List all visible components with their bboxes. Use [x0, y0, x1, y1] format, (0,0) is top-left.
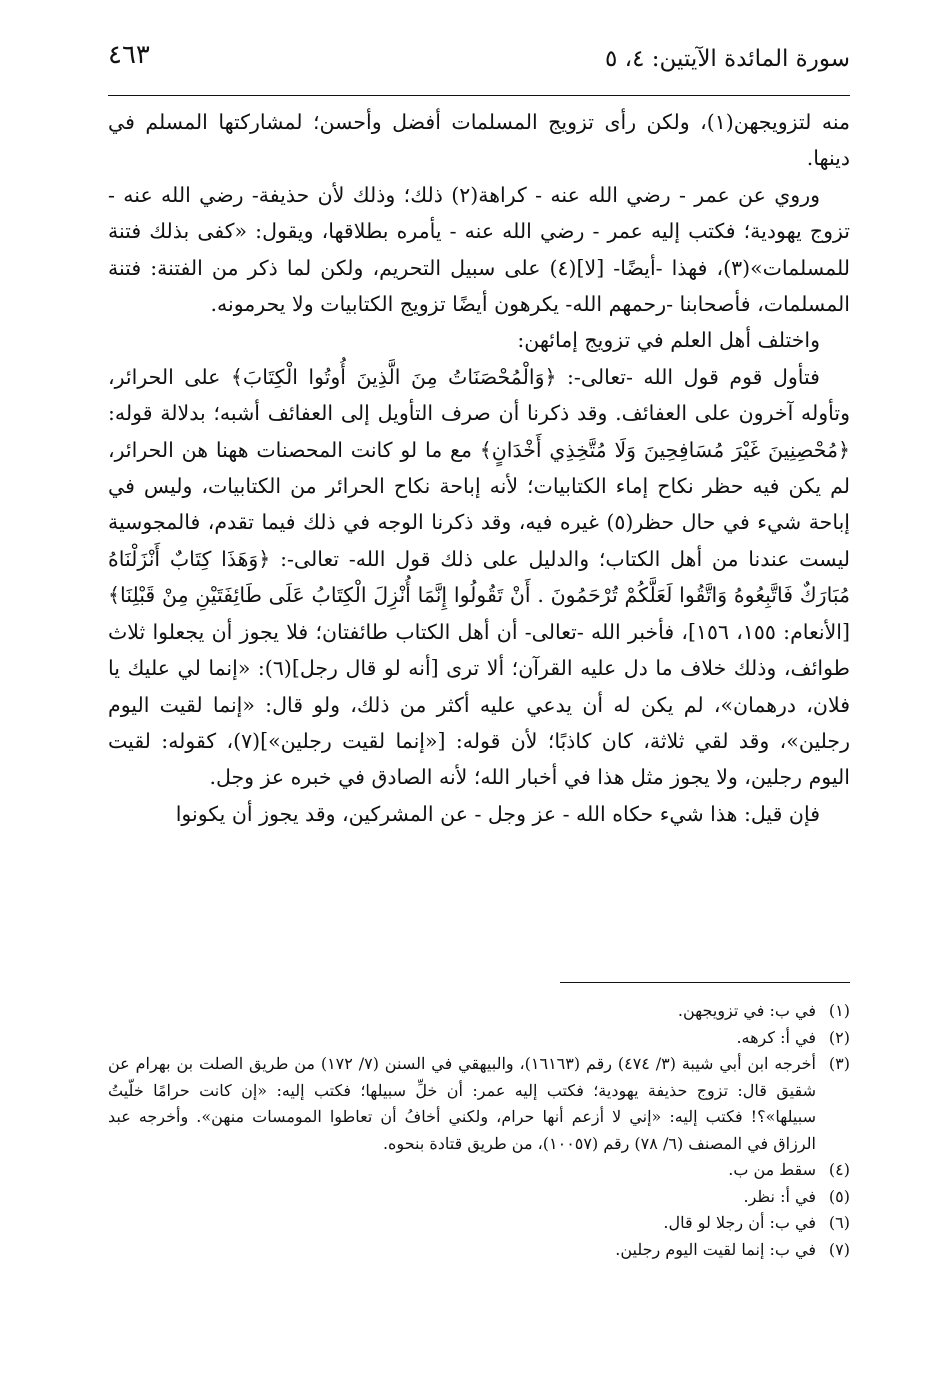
footnote-text: سقط من ب.: [728, 1160, 816, 1179]
footnote-number: (٥): [828, 1186, 850, 1206]
footnote: [108, 1237, 850, 1264]
footnote-text: أخرجه ابن أبي شيبة (٣/ ٤٧٤) رقم (١٦١٦٣)، والبيهقي في السنن (٧/ ١٧٢) من طريق الصلت بن بهرام عن شقيق قال: تزوج حذيفة يهودية؛ فكتب إليه عمر: أن خلِّ سبيلها؛ فكتب إليه: «إن كانت حرامًا خلّيتُ سبيلها»؟! فكتب إليه: «إني لا أزعم أنها حرام، ولكني أخافُ أن تعاطوا المومسات منهن». وأخرجه عبد الرزاق في المصنف (٦/ ٧٨) رقم (١٠٠٥٧)، من طريق قتادة بنحوه.: [108, 1054, 816, 1153]
footnote-number: (١): [828, 1001, 850, 1020]
footnote-number: (٣): [828, 1054, 850, 1073]
footnotes: [108, 998, 850, 1263]
page-number: ٤٦٣: [108, 40, 150, 70]
footnote-text: في أ: نظر.: [743, 1186, 816, 1206]
paragraph: فإن قيل: هذا شيء حكاه الله - عز وجل - عن المشركين، وقد يجوز أن يكونوا: [175, 801, 820, 826]
footnote: [108, 1025, 850, 1052]
paragraph: وروي عن عمر - رضي الله عنه - كراهة(٢) ذلك؛ وذلك لأن حذيفة- رضي الله عنه - تزوج يهودية؛ فكتب إليه عمر - رضي الله عنه - يأمره بطلاقها، ويقول: «كفى بذلك فتنة للمسلمات»(٣)، فهذا -أيضًا- [لا](٤) على سبيل التحريم، ولكن لما ذكر من الفتنة: فتنة المسلمات، فأصحابنا -رحمهم الله- يكرهون أيضًا تزويج الكتابيات ولا يحرمونه.: [108, 182, 850, 317]
footnote-text: في ب: إنما لقيت اليوم رجلين.: [615, 1239, 816, 1259]
footnote-number: (٢): [828, 1027, 850, 1047]
footnote-text: في ب: في تزويجهن.: [677, 1001, 816, 1020]
footnote: [108, 1157, 850, 1184]
footnote-number: (٤): [828, 1160, 850, 1179]
footnote-separator: [560, 982, 850, 983]
paragraph: منه لتزويجهن(١)، ولكن رأى تزويج المسلمات أفضل وأحسن؛ لمشاركتها المسلم في دينها.: [108, 110, 850, 171]
footnote: [108, 1051, 850, 1157]
footnote-number: (٦): [828, 1213, 850, 1232]
paragraph: واختلف أهل العلم في تزويج إمائهن:: [517, 328, 820, 353]
page-header: [108, 40, 850, 92]
running-title: سورة المائدة الآيتين: ٤، ٥: [605, 46, 850, 72]
footnote-number: (٧): [828, 1239, 850, 1259]
header-rule: [108, 95, 850, 96]
footnote-text: في أ: كرهه.: [736, 1027, 816, 1047]
footnote: [108, 998, 850, 1025]
paragraph: فتأول قوم قول الله -تعالى-: ﴿وَالْمُحْصَنَاتُ مِنَ الَّذِينَ أُوتُوا الْكِتَابَ﴾ على الحرائر، وتأوله آخرون على العفائف. وقد ذكرنا أن صرف التأويل إلى العفائف أشبه؛ بدلالة قوله: ﴿مُحْصِنِينَ غَيْرَ مُسَافِحِينَ وَلَا مُتَّخِذِي أَخْدَانٍ﴾ مع ما لو كانت المحصنات ههنا هن الحرائر، لم يكن فيه حظر نكاح إماء الكتابيات؛ لأنه إباحة نكاح الحرائر من الكتابيات، وليس في إباحة شيء في حال حظر(٥) غيره فيه، وقد ذكرنا الوجه في ذلك فيما تقدم، فالمجوسية ليست عندنا من أهل الكتاب؛ والدليل على ذلك قول الله- تعالى-: ﴿وَهَذَا كِتَابٌ أَنْزَلْنَاهُ مُبَارَكٌ فَاتَّبِعُوهُ وَاتَّقُوا لَعَلَّكُمْ تُرْحَمُونَ . أَنْ تَقُولُوا إِنَّمَا أُنْزِلَ الْكِتَابُ عَلَى طَائِفَتَيْنِ مِنْ قَبْلِنَا﴾ [الأنعام: ١٥٥، ١٥٦]، فأخبر الله -تعالى- أن أهل الكتاب طائفتان؛ فلا يجوز أن يجعلوا ثلاث طوائف، وذلك خلاف ما دل عليه القرآن؛ ألا ترى [أنه لو قال رجل](٦): «إنما لي عليك يا فلان، درهمان»، لم يكن له أن يدعي عليه أكثر من ذلك، ولو قال: «إنما لقيت اليوم رجلين»، وقد لقي ثلاثة، كان كاذبًا؛ لأن قوله: [«إنما لقيت رجلين»](٧)، كقوله: لقيت اليوم رجلين، ولا يجوز مثل هذا في أخبار الله؛ لأنه الصادق في خبره عز وجل.: [108, 364, 851, 790]
main-text: [108, 104, 850, 832]
footnote: [108, 1210, 850, 1237]
footnote-text: في ب: أن رجلا لو قال.: [663, 1213, 816, 1232]
footnote: [108, 1184, 850, 1211]
